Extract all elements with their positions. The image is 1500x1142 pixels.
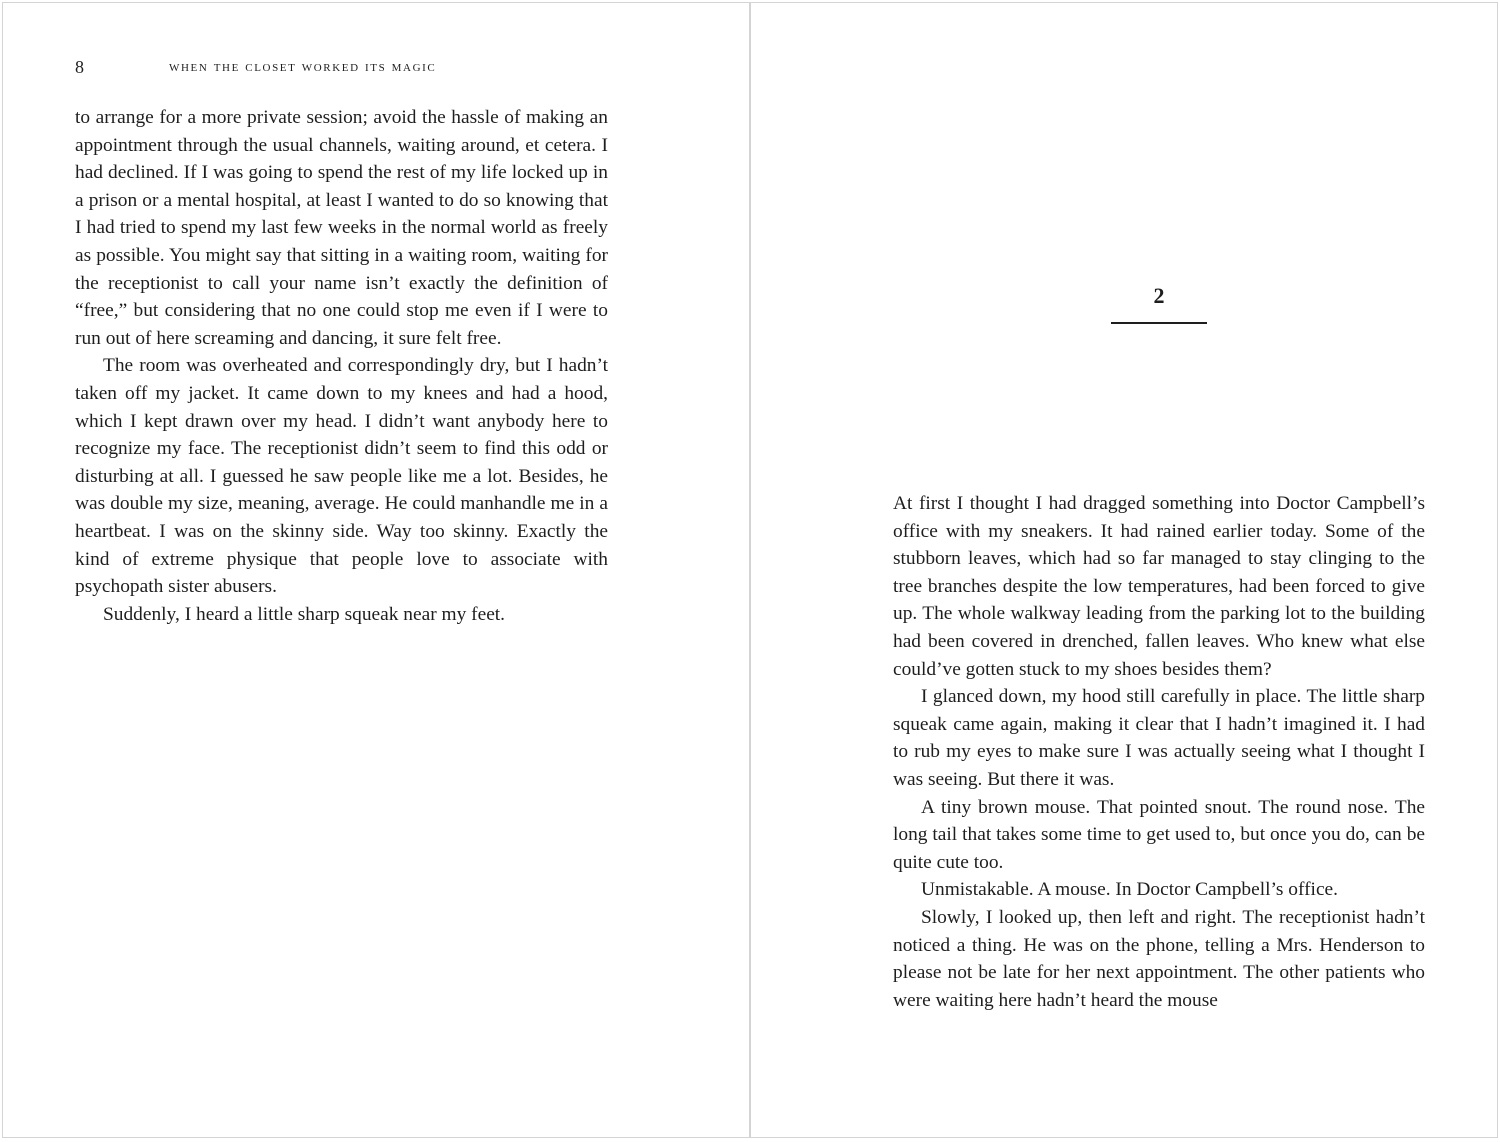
paragraph: to arrange for a more private session; avoid the hassle of making an appointment through the usual channels, waiting around, et cetera. I had declined. If I was going to spend the rest of my life locked up in a prison or a mental hospital, at least I wanted to do so knowing that I had tried to spend my last few weeks in the normal world as freely as possible. You might say that sitting in a waiting room, waiting for the receptionist to call your name isn’t exactly the definition of “free,” but considering that no one could stop me even if I were to run out of here screaming and dancing, it sure felt free. [75,107,608,349]
chapter-rule [1111,322,1207,324]
left-page-body [75,104,608,628]
paragraph: Unmistakable. A mouse. In Doctor Campbell’s office. [921,879,1339,901]
paragraph: I glanced down, my hood still carefully in place. The little sharp squeak came again, making it clear that I hadn’t imagined it. I had to rub my eyes to make sure I was actually seeing what I thought I was seeing. But there it was. [893,686,1425,790]
paragraph: Suddenly, I heard a little sharp squeak near my feet. [103,603,506,625]
running-title: when the closet worked its magic [169,59,437,75]
running-head [75,57,607,81]
right-page [750,2,1498,1138]
paragraph: At first I thought I had dragged something into Doctor Campbell’s office with my sneakers. It had rained earlier today. Some of the stubborn leaves, which had so far managed to stay clinging to the tree branches despite the low temperatures, had been forced to give up. The whole walkway leading from the parking lot to the building had been covered in drenched, fallen leaves. Who knew what else could’ve gotten stuck to my shoes besides them? [893,493,1425,680]
paragraph: Slowly, I looked up, then left and right. The receptionist hadn’t noticed a thing. He was on the phone, telling a Mrs. Henderson to please not be late for her next appointment. The other patients who were waiting here hadn’t heard the mouse [893,906,1425,1011]
paragraph: The room was overheated and correspondingly dry, but I hadn’t taken off my jacket. It came down to my knees and had a hood, which I kept drawn over my head. I didn’t want anybody here to recognize my face. The receptionist didn’t seem to find this odd or disturbing at all. I guessed he saw people like me a lot. Besides, he was double my size, meaning, average. He could manhandle me in a heartbeat. I was on the skinny side. Way too skinny. Exactly the kind of extreme physique that people love to associate with psychopath sister abusers. [75,355,608,598]
page-number: 8 [75,57,84,77]
right-page-body [893,490,1425,1014]
left-page [2,2,750,1138]
chapter-number: 2 [1153,283,1165,308]
paragraph: A tiny brown mouse. That pointed snout. The round nose. The long tail that takes some time to get used to, but once you do, can be quite cute too. [893,796,1425,873]
